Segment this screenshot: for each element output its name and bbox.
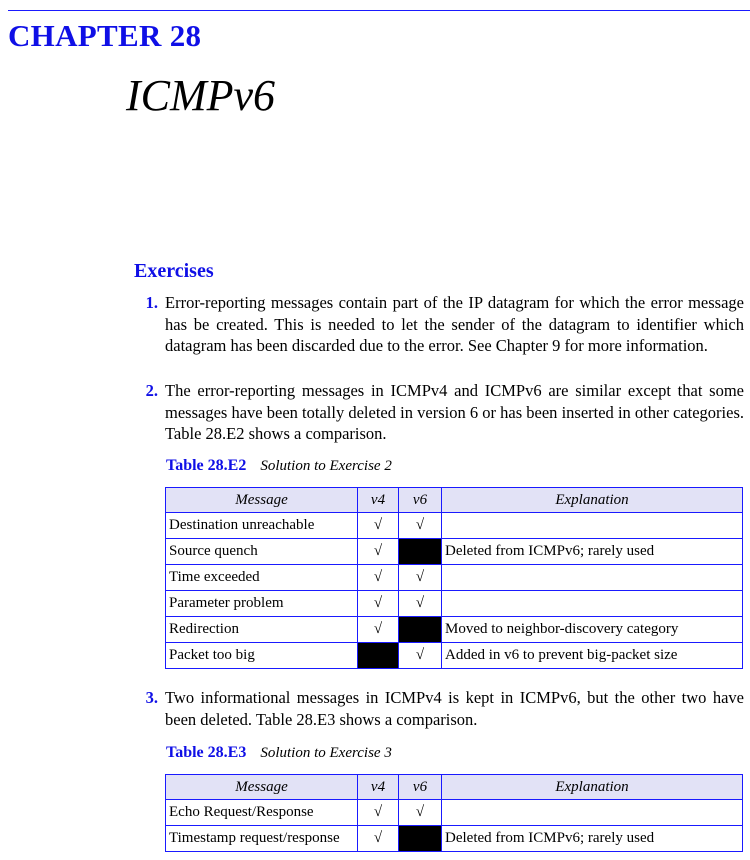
exercise-number: 2. — [145, 381, 158, 400]
cell-message: Destination unreachable — [166, 513, 358, 539]
cell-v6-blacked-out — [399, 826, 442, 852]
comparison-table-e3 — [165, 774, 743, 852]
table-header-row — [166, 775, 743, 800]
cell-message: Time exceeded — [166, 565, 358, 591]
header-v6: v6 — [399, 488, 442, 513]
table-row — [166, 591, 743, 617]
header-v4: v4 — [358, 775, 399, 800]
cell-v6: √ — [399, 565, 442, 591]
chapter-heading: CHAPTER 28 — [8, 18, 202, 53]
cell-explanation: Moved to neighbor-discovery category — [442, 617, 743, 643]
table-row — [166, 513, 743, 539]
table-description: Solution to Exercise 2 — [260, 458, 392, 474]
cell-v6: √ — [399, 513, 442, 539]
exercise-item — [134, 292, 744, 357]
cell-explanation: Deleted from ICMPv6; rarely used — [442, 826, 743, 852]
cell-explanation: Deleted from ICMPv6; rarely used — [442, 539, 743, 565]
cell-v4: √ — [358, 565, 399, 591]
exercise-text: Error-reporting messages contain part of the IP datagram for which the error message has be created. This is needed to let the sender of the datagram to identifier which datagram has been discarded due to the error. See Chapter 9 for more information. — [165, 293, 744, 355]
cell-explanation — [442, 565, 743, 591]
cell-v6-blacked-out — [399, 617, 442, 643]
exercise-text: Two informational messages in ICMPv4 is kept in ICMPv6, but the other two have been deleted. Table 28.E3 shows a comparison. — [165, 688, 744, 729]
cell-v4: √ — [358, 826, 399, 852]
table-caption — [166, 744, 392, 762]
cell-explanation: Added in v6 to prevent big-packet size — [442, 643, 743, 669]
cell-v4: √ — [358, 591, 399, 617]
cell-message: Timestamp request/response — [166, 826, 358, 852]
chapter-title: ICMPv6 — [126, 71, 276, 120]
table-row — [166, 565, 743, 591]
cell-v6-blacked-out — [399, 539, 442, 565]
cell-v4: √ — [358, 513, 399, 539]
section-heading: Exercises — [134, 260, 214, 282]
table-row — [166, 539, 743, 565]
cell-message: Source quench — [166, 539, 358, 565]
table-row — [166, 826, 743, 852]
cell-explanation — [442, 591, 743, 617]
cell-v6: √ — [399, 591, 442, 617]
exercise-item — [134, 687, 744, 730]
cell-message: Redirection — [166, 617, 358, 643]
table-row — [166, 643, 743, 669]
table-caption — [166, 457, 392, 475]
cell-explanation — [442, 800, 743, 826]
table-header-row — [166, 488, 743, 513]
table-row — [166, 617, 743, 643]
header-v6: v6 — [399, 775, 442, 800]
cell-v4: √ — [358, 617, 399, 643]
comparison-table-e2 — [165, 487, 743, 669]
header-message: Message — [166, 775, 358, 800]
exercise-number: 1. — [145, 293, 158, 312]
table-row — [166, 800, 743, 826]
header-message: Message — [166, 488, 358, 513]
table-label: Table 28.E2 — [166, 457, 247, 474]
top-rule — [8, 10, 750, 11]
cell-v4-blacked-out — [358, 643, 399, 669]
exercise-number: 3. — [145, 688, 158, 707]
header-explanation: Explanation — [442, 488, 743, 513]
table-description: Solution to Exercise 3 — [260, 745, 392, 761]
cell-message: Parameter problem — [166, 591, 358, 617]
cell-explanation — [442, 513, 743, 539]
header-explanation: Explanation — [442, 775, 743, 800]
cell-v4: √ — [358, 539, 399, 565]
cell-v6: √ — [399, 643, 442, 669]
cell-v4: √ — [358, 800, 399, 826]
exercise-item — [134, 380, 744, 445]
table-label: Table 28.E3 — [166, 744, 247, 761]
exercise-text: The error-reporting messages in ICMPv4 and ICMPv6 are similar except that some messages have been totally deleted in version 6 or has been inserted in other categories. Table 28.E2 shows a comparison. — [165, 381, 744, 443]
cell-message: Packet too big — [166, 643, 358, 669]
header-v4: v4 — [358, 488, 399, 513]
cell-v6: √ — [399, 800, 442, 826]
cell-message: Echo Request/Response — [166, 800, 358, 826]
